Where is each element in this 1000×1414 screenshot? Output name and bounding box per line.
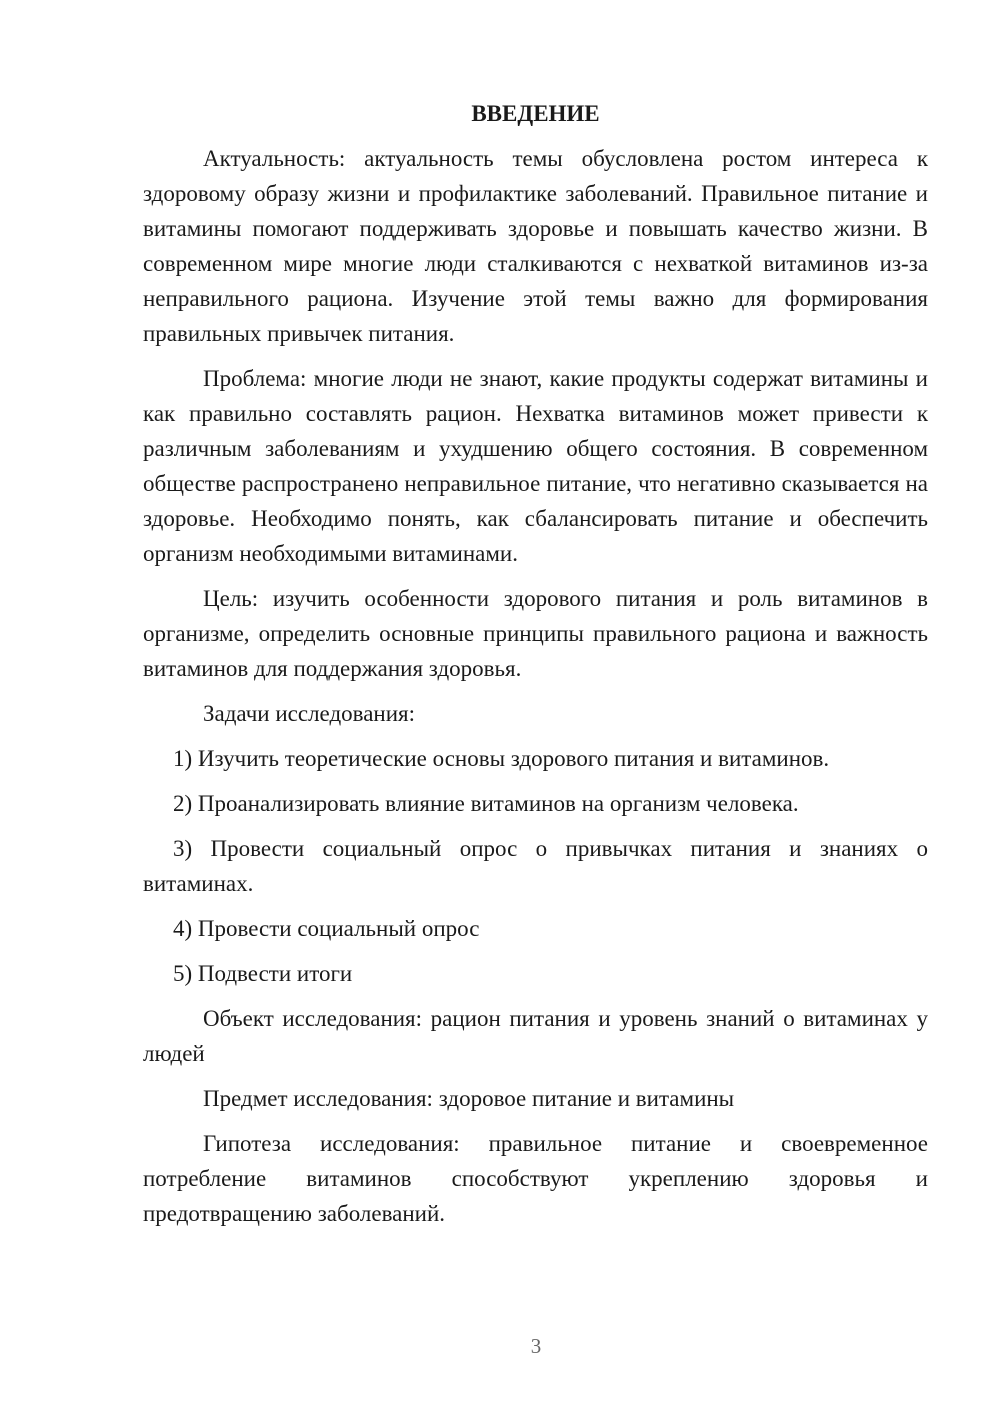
paragraph-object: Объект исследования: рацион питания и уровень знаний о витаминах у людей: [143, 1006, 928, 1066]
paragraph-problem: Проблема: многие люди не знают, какие продукты содержат витамины и как правильно составлять рацион. Нехватка витаминов может привести к различным заболеваниям и ухудшению общего состояния. В современном обществе распространено неправильное питание, что негативно сказывается на здоровье. Необходимо понять, как сбалансировать питание и обеспечить организм необходимыми витаминами.: [143, 366, 928, 566]
tasks-heading: Задачи исследования:: [203, 701, 416, 726]
task-item-3: 3) Провести социальный опрос о привычках питания и знаниях о витаминах.: [143, 836, 928, 896]
task-item-2: 2) Проанализировать влияние витаминов на организм человека.: [173, 791, 799, 816]
page-number: 3: [530, 1334, 542, 1358]
paragraph-goal: Цель: изучить особенности здорового питания и роль витаминов в организме, определить основные принципы правильного рациона и важность витаминов для поддержания здоровья.: [143, 586, 928, 681]
paragraph-relevance: Актуальность: актуальность темы обусловлена ростом интереса к здоровому образу жизни и профилактике заболеваний. Правильное питание и витамины помогают поддерживать здоровье и повышать качество жизни. В современном мире многие люди сталкиваются с нехваткой витаминов из-за неправильного рациона. Изучение этой темы важно для формирования правильных привычек питания.: [143, 146, 928, 346]
task-item-1: 1) Изучить теоретические основы здорового питания и витаминов.: [173, 746, 830, 771]
section-title: ВВЕДЕНИЕ: [471, 101, 600, 126]
page-content: [143, 96, 928, 1241]
task-item-5: 5) Подвести итоги: [173, 961, 353, 986]
paragraph-subject: Предмет исследования: здоровое питание и витамины: [203, 1086, 735, 1111]
paragraph-hypothesis: Гипотеза исследования: правильное питание и своевременное потребление витаминов способствуют укреплению здоровья и предотвращению заболеваний.: [143, 1131, 928, 1226]
task-item-4: 4) Провести социальный опрос: [173, 916, 480, 941]
